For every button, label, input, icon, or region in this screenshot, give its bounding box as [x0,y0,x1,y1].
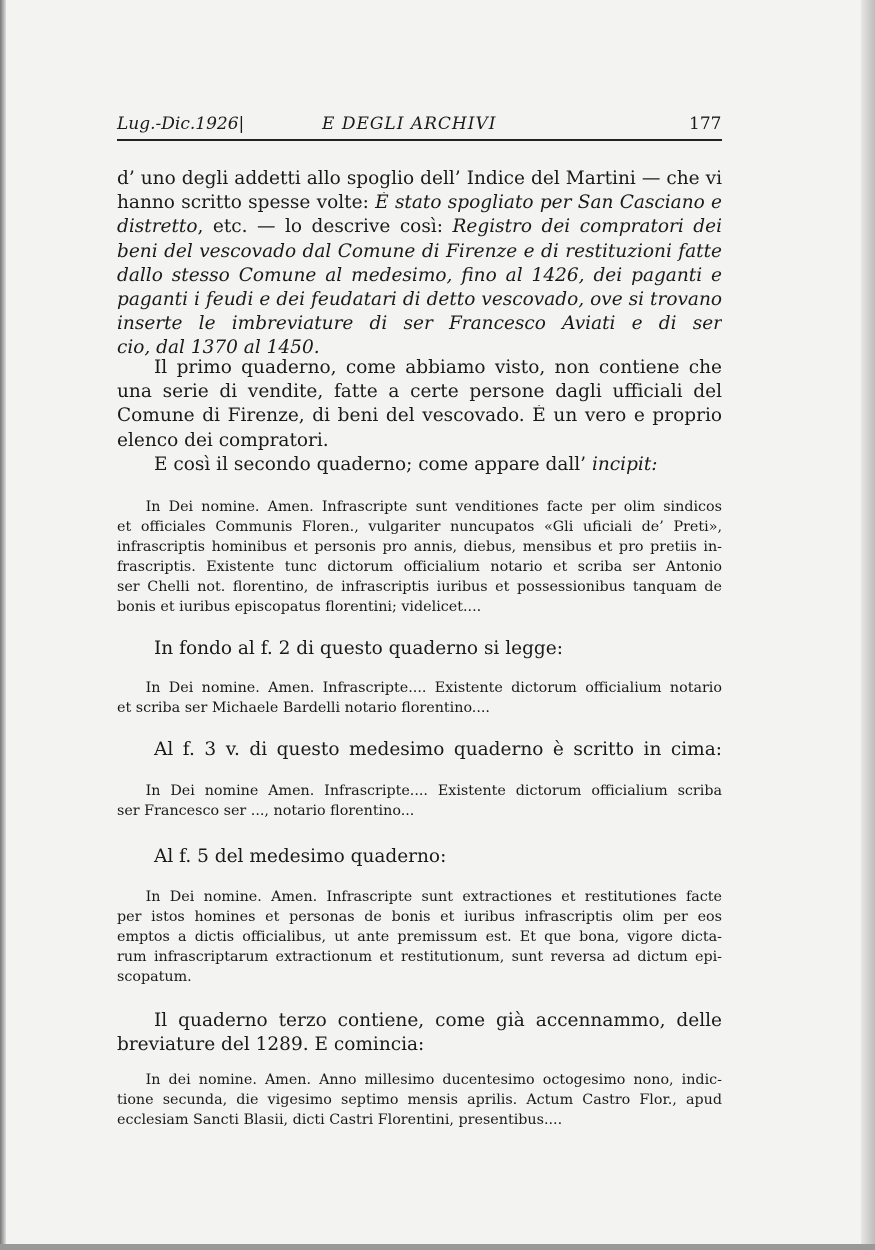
text-segment: una serie di vendite, fatte a certe persone dagli ufficiali del [117,381,722,403]
italic-text: beni del vescovado dal Comune di Firenze e di restituzioni fatte [117,240,722,262]
paragraph-line [117,357,722,379]
quoted-latin-line [117,968,722,986]
text-segment: ser Francesco ser ..., notario florentino... [117,803,415,819]
paragraph-line [117,1010,722,1032]
quoted-latin-line [117,1111,722,1129]
paragraph-line [117,168,722,190]
text-segment: Il primo quaderno, come abbiamo visto, non contiene che [117,357,722,378]
page-edge-right [861,0,875,1250]
quoted-latin-line [117,948,722,966]
italic-text: È stato spogliato per San Casciano e [375,192,722,214]
text-segment: elenco dei compratori. [117,429,329,451]
paragraph-line [117,313,722,335]
paragraph-line [117,241,722,263]
text-segment: In fondo al f. 2 di questo quaderno si legge: [117,638,563,659]
paragraph-line [117,381,722,403]
text-segment: Al f. 5 del medesimo quaderno: [117,846,447,867]
text-segment: bonis et iuribus episcopatus florentini; videlicet.... [117,599,482,615]
quoted-latin-line [117,498,722,516]
text-segment: ser Chelli not. florentino, de infrascriptis iuribus et possessionibus tanquam de [117,579,722,595]
text-segment: Comune di Firenze, di beni del vescovado. È un vero e proprio [117,405,722,427]
text-segment: et scriba ser Michaele Bardelli notario florentino.... [117,700,490,716]
page-edge-bottom [0,1244,875,1250]
paragraph-line [117,216,722,238]
paragraph-line [117,430,722,452]
text-segment: frascriptis. Existente tunc dictorum officialium notario et scriba ser Antonio [117,559,722,575]
text-segment: In dei nomine. Amen. Anno millesimo ducentesimo octogesimo nono, indic- [117,1072,722,1088]
text-segment: infrascriptis hominibus et personis pro annis, diebus, mensibus et pro pretiis in- [117,539,722,555]
italic-text: cio, dal 1370 al 1450. [117,337,320,359]
text-segment: , etc. — lo descrive così: [197,216,453,238]
text-segment: hanno scritto spesse volte: [117,192,376,214]
paragraph-line [117,638,722,660]
quoted-latin-line [117,538,722,556]
paragraph-line [117,454,722,476]
quoted-latin-line [117,598,722,616]
text-segment: In Dei nomine. Amen. Infrascripte.... Existente dictorum officialium notario [117,680,722,696]
quoted-latin-line [117,1071,722,1089]
quoted-latin-line [117,1091,722,1109]
text-segment: Al f. 3 v. di questo medesimo quaderno è scritto in cima: [117,739,722,760]
page-number: 177 [689,114,722,134]
text-segment: ecclesiam Sancti Blasii, dicti Castri Florentini, presentibus.... [117,1112,563,1128]
paragraph-line [117,289,722,311]
text-segment: In Dei nomine Amen. Infrascripte.... Existente dictorum officialium scriba [117,783,722,799]
text-segment: In Dei nomine. Amen. Infrascripte sunt extractiones et restitutiones facte [117,889,722,905]
running-head-title: E DEGLI ARCHIVI [322,114,497,134]
text-segment: et officiales Communis Floren., vulgariter nuncupatos «Gli uficiali de’ Preti», [117,519,722,535]
page-edge-left [0,0,6,1250]
paragraph-line [117,846,722,868]
text-segment: E così il secondo quaderno; come appare dall’ [117,453,592,475]
italic-text: incipit: [591,453,658,475]
text-segment: per istos homines et personas de bonis et iuribus infrascriptis olim per eos [117,909,722,925]
text-segment: In Dei nomine. Amen. Infrascripte sunt venditiones facte per olim sindicos [117,499,722,515]
paragraph-line [117,739,722,761]
paragraph-line [117,265,722,287]
text-segment: d’ uno degli addetti allo spoglio dell’ Indice del Martini — che vi [117,168,722,189]
quoted-latin-line [117,928,722,946]
paragraph-line [117,405,722,427]
quoted-latin-line [117,888,722,906]
header-rule [117,139,722,141]
text-segment: emptos a dictis officialibus, ut ante premissum est. Et que bona, vigore dicta- [117,929,722,945]
paragraph-line [117,1034,722,1056]
quoted-latin-line [117,558,722,576]
quoted-latin-line [117,679,722,697]
italic-text: distretto [117,216,198,238]
quoted-latin-line [117,699,722,717]
text-segment: rum infrascriptarum extractionum et restitutionum, sunt reversa ad dictum epi- [117,949,722,965]
text-segment: scopatum. [117,969,192,985]
paragraph-line [117,192,722,214]
quoted-latin-line [117,782,722,800]
italic-text: Registro dei compratori dei [452,216,722,238]
italic-text: paganti i feudi e dei feudatari di detto vescovado, ove si trovano [117,289,722,310]
italic-text: inserte le imbreviature di ser Francesco Aviati e di ser [117,313,722,335]
running-head-date: Lug.-Dic.1926| [117,114,245,134]
quoted-latin-line [117,518,722,536]
italic-text: dallo stesso Comune al medesimo, fino al 1426, dei paganti e [117,264,722,286]
text-segment: tione secunda, die vigesimo septimo mensis aprilis. Actum Castro Flor., apud [117,1092,722,1108]
text-segment: breviature del 1289. E comincia: [117,1034,425,1056]
quoted-latin-line [117,908,722,926]
quoted-latin-line [117,802,722,820]
quoted-latin-line [117,578,722,596]
text-segment: Il quaderno terzo contiene, come già accennammo, delle [154,1010,722,1031]
